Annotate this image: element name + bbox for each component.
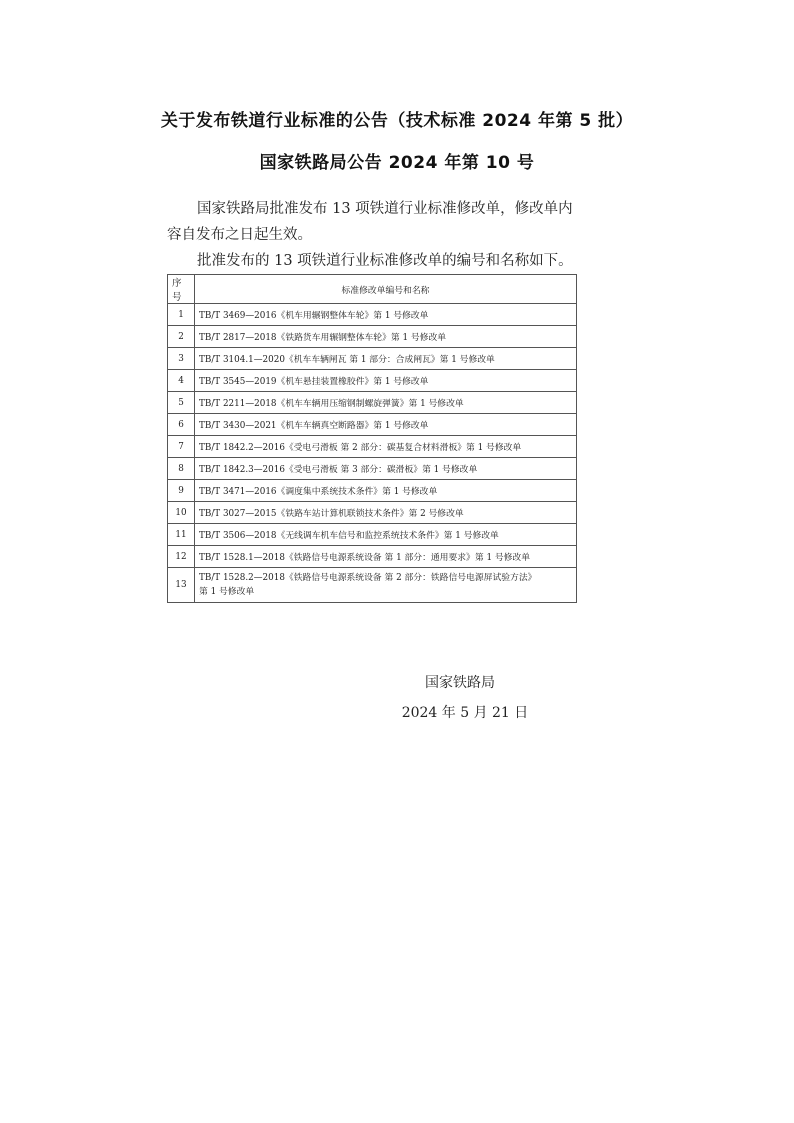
table-row bbox=[168, 568, 577, 603]
table-row bbox=[168, 326, 577, 348]
row-name: TB/T 3430—2021《机车车辆真空断路器》第 1 号修改单 bbox=[195, 414, 577, 436]
row-index: 2 bbox=[168, 326, 195, 348]
table-row bbox=[168, 524, 577, 546]
row-name: TB/T 1842.3—2016《受电弓滑板 第 3 部分：碳滑板》第 1 号修改单 bbox=[195, 458, 577, 480]
table-row bbox=[168, 348, 577, 370]
body-paragraph-2 bbox=[167, 248, 587, 274]
row-index: 6 bbox=[168, 414, 195, 436]
row-index: 4 bbox=[168, 370, 195, 392]
row-name-line-1: TB/T 1528.2—2018《铁路信号电源系统设备 第 2 部分：铁路信号电源屏试验方法》 bbox=[199, 573, 537, 583]
table-row bbox=[168, 436, 577, 458]
table-row bbox=[168, 480, 577, 502]
row-name bbox=[195, 568, 577, 603]
row-index: 5 bbox=[168, 392, 195, 414]
header-name: 标准修改单编号和名称 bbox=[195, 275, 577, 304]
table-header-row bbox=[168, 275, 577, 304]
table-row bbox=[168, 392, 577, 414]
row-index: 7 bbox=[168, 436, 195, 458]
issuing-authority: 国家铁路局 bbox=[425, 675, 495, 691]
row-name-line-2: 第 1 号修改单 bbox=[199, 587, 255, 597]
header-index: 序号 bbox=[168, 275, 195, 304]
table-row bbox=[168, 546, 577, 568]
row-name: TB/T 2817—2018《铁路货车用辗钢整体车轮》第 1 号修改单 bbox=[195, 326, 577, 348]
row-name: TB/T 1528.1—2018《铁路信号电源系统设备 第 1 部分：通用要求》第 1 号修改单 bbox=[195, 546, 577, 568]
row-index: 13 bbox=[168, 568, 195, 603]
row-index: 8 bbox=[168, 458, 195, 480]
row-index: 10 bbox=[168, 502, 195, 524]
document-title: 关于发布铁道行业标准的公告（技术标准 2024 年第 5 批） bbox=[160, 111, 634, 131]
announcement-number: 国家铁路局公告 2024 年第 10 号 bbox=[259, 153, 535, 173]
paragraph-1-text: 国家铁路局批准发布 13 项铁道行业标准修改单，修改单内容自发布之日起生效。 bbox=[167, 201, 573, 243]
row-name: TB/T 2211—2018《机车车辆用压缩钢制螺旋弹簧》第 1 号修改单 bbox=[195, 392, 577, 414]
row-name: TB/T 3545—2019《机车悬挂装置橡胶件》第 1 号修改单 bbox=[195, 370, 577, 392]
table-row bbox=[168, 458, 577, 480]
row-index: 3 bbox=[168, 348, 195, 370]
body-paragraph-1 bbox=[167, 196, 587, 248]
row-index: 11 bbox=[168, 524, 195, 546]
row-name: TB/T 3104.1—2020《机车车辆闸瓦 第 1 部分：合成闸瓦》第 1 号修改单 bbox=[195, 348, 577, 370]
row-index: 1 bbox=[168, 304, 195, 326]
row-name: TB/T 3471—2016《调度集中系统技术条件》第 1 号修改单 bbox=[195, 480, 577, 502]
row-name: TB/T 3506—2018《无线调车机车信号和监控系统技术条件》第 1 号修改单 bbox=[195, 524, 577, 546]
row-name: TB/T 1842.2—2016《受电弓滑板 第 2 部分：碳基复合材料滑板》第 1 号修改单 bbox=[195, 436, 577, 458]
row-name: TB/T 3469—2016《机车用辗钢整体车轮》第 1 号修改单 bbox=[195, 304, 577, 326]
row-index: 9 bbox=[168, 480, 195, 502]
row-name: TB/T 3027—2015《铁路车站计算机联锁技术条件》第 2 号修改单 bbox=[195, 502, 577, 524]
issue-date: 2024 年 5 月 21 日 bbox=[401, 705, 529, 721]
table-row bbox=[168, 502, 577, 524]
paragraph-2-text: 批准发布的 13 项铁道行业标准修改单的编号和名称如下。 bbox=[197, 253, 573, 269]
table-row bbox=[168, 370, 577, 392]
table-row bbox=[168, 414, 577, 436]
row-index: 12 bbox=[168, 546, 195, 568]
standards-table bbox=[167, 274, 577, 603]
table-row bbox=[168, 304, 577, 326]
